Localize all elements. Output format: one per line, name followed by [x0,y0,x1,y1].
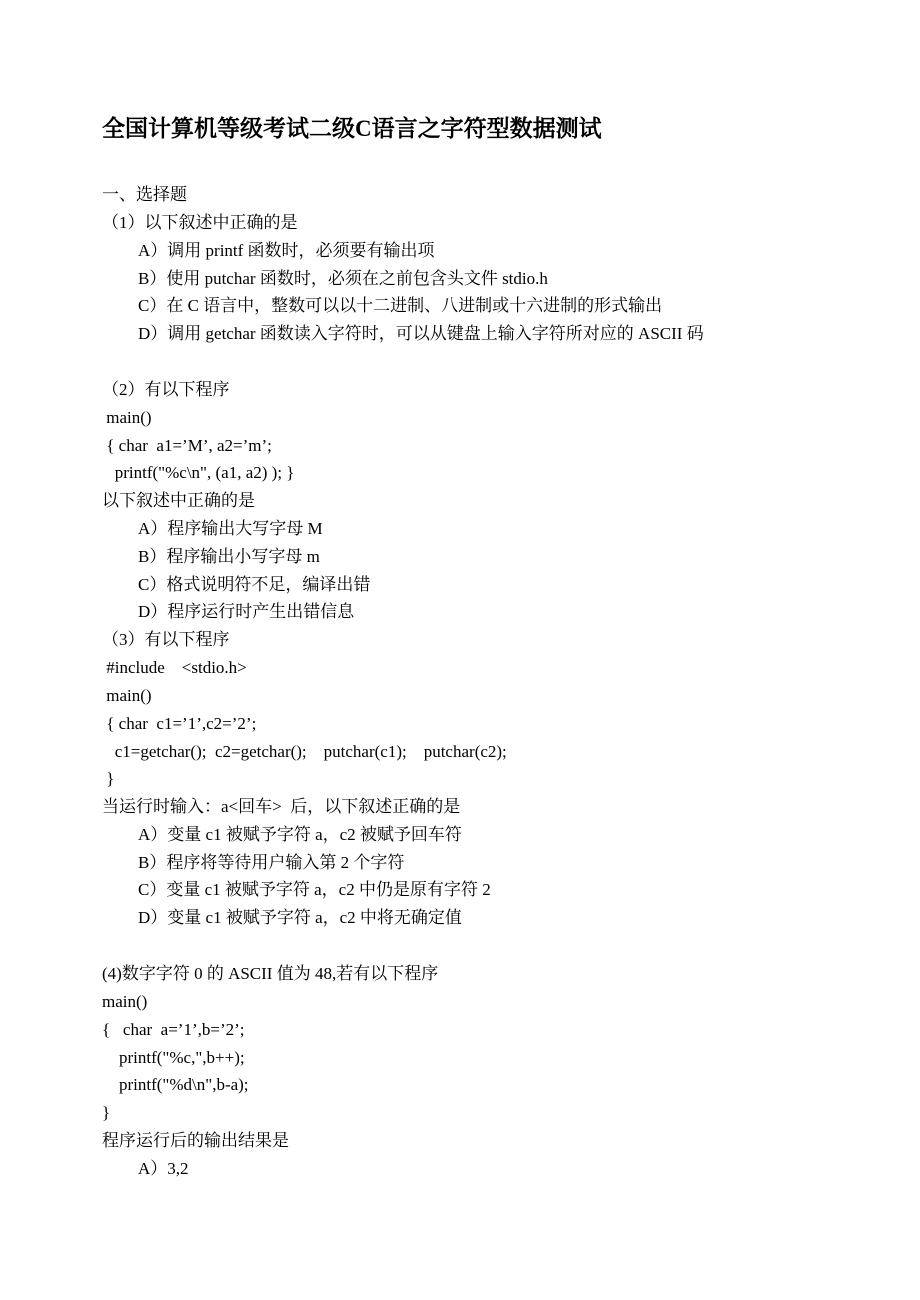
question-3-code-line: #include <stdio.h> [102,658,247,677]
question-3-prompt: 当运行时输入：a<回车> 后，以下叙述正确的是 [102,797,461,816]
question-1-option-d: D）调用 getchar 函数读入字符时，可以从键盘上输入字符所对应的 ASCII 码 [138,324,704,343]
document-title: 全国计算机等级考试二级C语言之字符型数据测试 [102,116,602,141]
question-3-option-c: C）变量 c1 被赋予字符 a，c2 中仍是原有字符 2 [138,880,491,899]
question-3-code-line: } [102,769,115,788]
question-2-option-a: A）程序输出大写字母 M [138,519,323,538]
question-4-code-line: printf("%c,",b++); [102,1048,245,1067]
question-3-code-line: c1=getchar(); c2=getchar(); putchar(c1); putchar(c2); [102,742,507,761]
question-3-option-d: D）变量 c1 被赋予字符 a，c2 中将无确定值 [138,908,462,927]
question-3-code-line: main() [102,686,152,705]
question-2-prompt: 以下叙述中正确的是 [102,491,255,510]
question-1-option-c: C）在 C 语言中，整数可以以十二进制、八进制或十六进制的形式输出 [138,296,663,315]
question-4-prompt: 程序运行后的输出结果是 [102,1131,289,1150]
question-3-option-b: B）程序将等待用户输入第 2 个字符 [138,853,405,872]
question-2-stem: （2）有以下程序 [102,380,230,399]
question-4-code-line: main() [102,992,148,1011]
question-2-code-line: { char a1=’M’, a2=’m’; [102,436,272,455]
question-2-code-line: main() [102,408,152,427]
question-2-code-line: printf("%c\n", (a1, a2) ); } [102,463,295,482]
question-3-code-line: { char c1=’1’,c2=’2’; [102,714,257,733]
question-3-stem: （3）有以下程序 [102,630,230,649]
question-2-option-c: C）格式说明符不足，编译出错 [138,575,371,594]
question-4-code-line: } [102,1103,111,1122]
question-2-option-d: D）程序运行时产生出错信息 [138,602,355,621]
question-1-option-a: A）调用 printf 函数时，必须要有输出项 [138,241,435,260]
question-1-option-b: B）使用 putchar 函数时，必须在之前包含头文件 stdio.h [138,269,548,288]
question-2-option-b: B）程序输出小写字母 m [138,547,320,566]
question-4-stem: (4)数字字符 0 的 ASCII 值为 48,若有以下程序 [102,964,439,983]
question-4-option-a: A）3,2 [138,1159,189,1178]
question-1-stem: （1）以下叙述中正确的是 [102,213,298,232]
question-3-option-a: A）变量 c1 被赋予字符 a，c2 被赋予回车符 [138,825,462,844]
section-heading: 一、选择题 [102,185,187,204]
question-4-code-line: { char a=’1’,b=’2’; [102,1020,245,1039]
question-4-code-line: printf("%d\n",b-a); [102,1075,249,1094]
